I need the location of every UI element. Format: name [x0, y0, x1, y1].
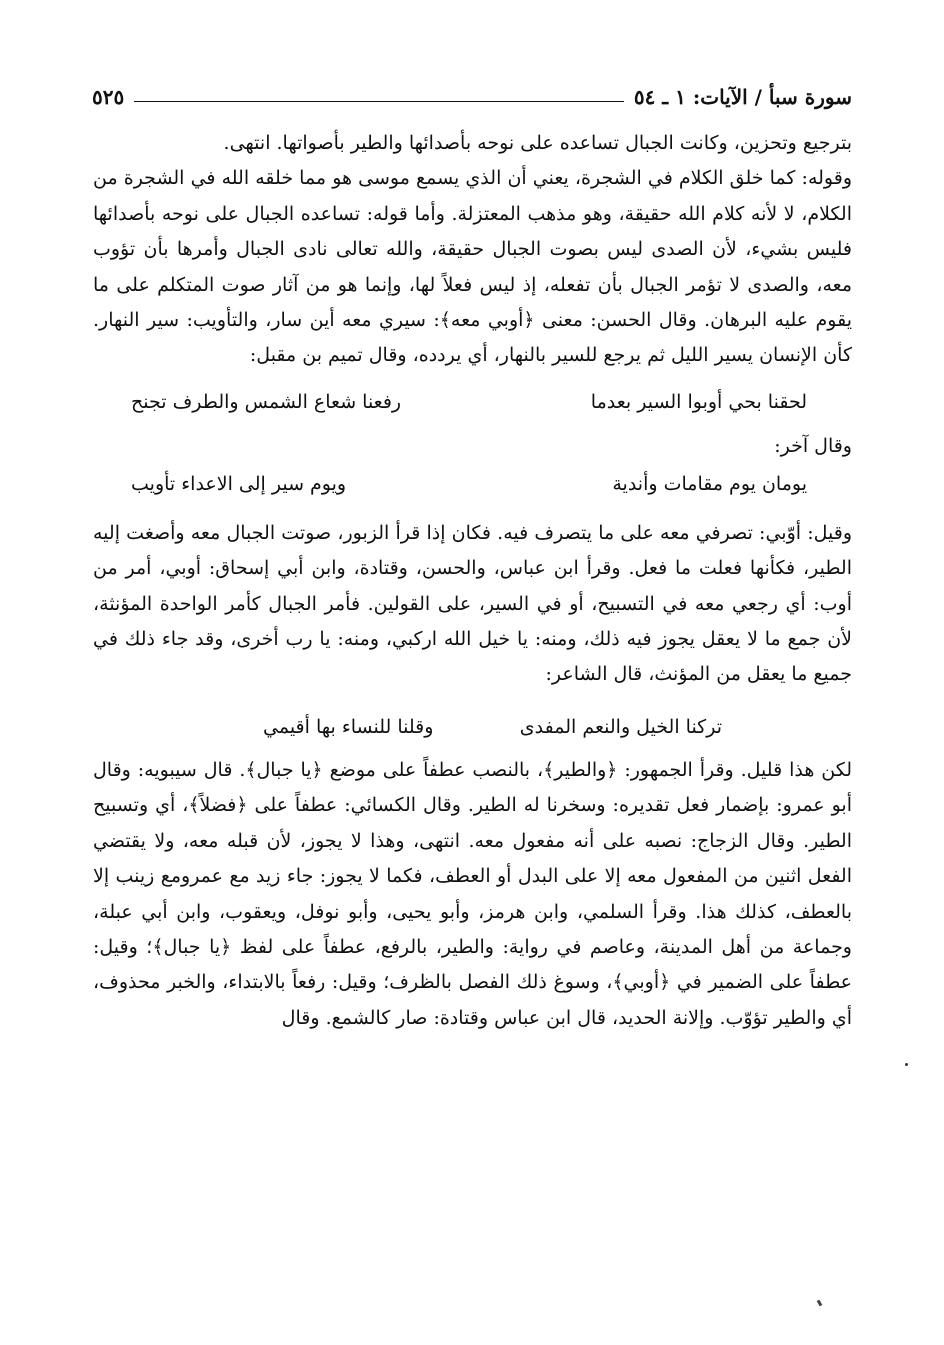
paragraph-4: لكن هذا قليل. وقرأ الجمهور: ﴿والطير﴾، بالنصب عطفاً على موضع ﴿يا جبال﴾. قال سيبويه: وقال أبو عمرو: بإضمار فعل تقديره: وسخرنا له الطير. وقال الكسائي: عطفاً على ﴿فضلاً﴾، أي وتسبيح الطير. وقال الزجاج: نصبه على أنه مفعول معه. انتهى، وهذا لا يجوز، لأن قبله معه، ولا يقتضي الفعل اثنين من المفعول معه إلا على البدل أو العطف، فكما لا يجوز: جاء زيد مع عمرومع زينب إلا بالعطف، كذلك هذا. وقرأ السلمي، وابن هرمز، وأبو يحيى، وأبو نوفل، ويعقوب، وابن أبي عبلة، وجماعة من أهل المدينة، وعاصم في رواية: والطير، بالرفع، عطفاً على لفظ ﴿يا جبال﴾؛ وقيل: عطفاً على الضمير في ﴿أوبي﴾، وسوغ ذلك الفصل بالظرف؛ وقيل: رفعاً بالابتداء، والخبر محذوف، أي والطير تؤوّب. وإلانة الحديد، قال ابن عباس وقتادة: صار كالشمع. وقال	[93, 758, 852, 1029]
header-title: سورة سبأ / الآيات: ١ ـ ٥٤	[633, 85, 852, 109]
page-number: ٥٢٥	[92, 85, 125, 109]
header-rule	[134, 101, 624, 102]
verse-3-second-hemistich: وقلنا للنساء بها أقيمي	[263, 715, 434, 738]
verse-3	[93, 707, 852, 747]
margin-mark	[905, 1063, 908, 1066]
verse-1-first-hemistich: لحقنا بحي أوبوا السير بعدما	[590, 390, 807, 413]
paragraph-2: وقوله: كما خلق الكلام في الشجرة، يعني أن الذي يسمع موسى هو مما خلقه الله في الشجرة من الكلام، لا لأنه كلام الله حقيقة، وهو مذهب المعتزلة. وأما قوله: تساعده الجبال على نوحه بأصدائها فليس بشيء، لأن الصدى ليس بصوت الجبال حقيقة، والله تعالى نادى الجبال وأمرها بأن تؤوب معه، والصدى لا تؤمر الجبال بأن تفعله، إذ ليس فعلاً لها، وإنما هو من آثار صوت المتكلم على ما يقوم عليه البرهان. وقال الحسن: معنى ﴿أوبي معه﴾: سيري معه أين سار، والتأويب: سير النهار. كأن الإنسان يسير الليل ثم يرجع للسير بالنهار، أي يردده، وقال تميم بن مقبل:	[93, 167, 852, 367]
verse-1	[93, 382, 852, 422]
page-body	[93, 126, 852, 1036]
margin-mark-lower	[817, 1300, 823, 1307]
verse-2	[93, 464, 852, 504]
paragraph-1: بترجيع وتحزين، وكانت الجبال تساعده على نوحه بأصدائها والطير بأصواتها. انتهى.	[223, 132, 852, 154]
verse-2-intro: وقال آخر:	[774, 434, 852, 457]
paragraph-3: وقيل: أوّبي: تصرفي معه على ما يتصرف فيه. فكان إذا قرأ الزبور، صوتت الجبال معه وأصغت إليه الطير، فكأنها فعلت ما فعل. وقرأ ابن عباس، والحسن، وقتادة، وابن أبي إسحاق: أوبي، أمر من أوب: أي رجعي معه في التسبيح، أو في السير، على القولين. فأمر الجبال كأمر الواحدة المؤنثة، لأن جمع ما لا يعقل يجوز فيه ذلك، ومنه: يا خيل الله اركبي، ومنه: يا رب أخرى، وقد جاء ذلك في جميع ما يعقل من المؤنث، قال الشاعر:	[93, 521, 852, 686]
verse-2-second-hemistich: ويوم سير إلى الاعداء تأويب	[131, 472, 347, 495]
verse-2-first-hemistich: يومان يوم مقامات وأندية	[612, 472, 807, 495]
verse-3-first-hemistich: تركنا الخيل والنعم المفدى	[519, 715, 722, 738]
verse-1-second-hemistich: رفعنا شعاع الشمس والطرف تجنح	[131, 390, 402, 413]
running-header	[92, 80, 852, 114]
